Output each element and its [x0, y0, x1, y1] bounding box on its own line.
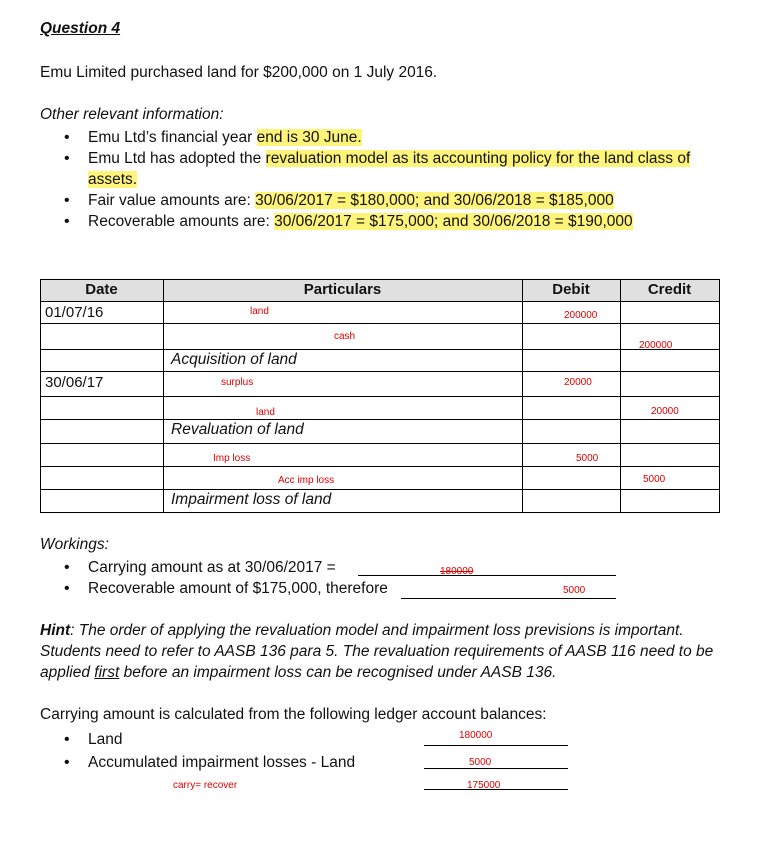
highlighted-text: revaluation model as its accounting policy for the land class of: [265, 150, 691, 167]
bullet-fair-value: [64, 190, 728, 211]
carrying-intro: Carrying amount is calculated from the following ledger account balances:: [40, 706, 547, 723]
hint-line-2: Students need to refer to AASB 136 para 5. The revaluation requirements of AASB 116 need to be: [40, 643, 714, 660]
handwritten-struck-answer: 180000: [440, 566, 474, 577]
header-debit: Debit: [552, 281, 590, 298]
handwritten-account: Imp loss: [213, 453, 251, 464]
handwritten-total: 175000: [467, 780, 501, 791]
hint-text: applied: [40, 664, 95, 681]
bullet-text: Emu Ltd’s financial year: [88, 129, 257, 146]
carrying-item-land: [64, 728, 355, 751]
info-bullet-list: [64, 127, 728, 232]
highlighted-text: end is 30 June.: [256, 129, 362, 146]
highlighted-text: assets.: [88, 171, 138, 188]
narration-acquisition: Acquisition of land: [171, 351, 297, 368]
handwritten-answer: 180000: [459, 730, 493, 741]
handwritten-note: carry= recover: [173, 780, 238, 791]
handwritten-debit: 200000: [564, 310, 598, 321]
carrying-item-text: Land: [88, 731, 123, 748]
handwritten-debit: 5000: [576, 453, 599, 464]
row-date: 30/06/17: [45, 374, 104, 391]
header-date: Date: [85, 281, 118, 298]
highlighted-text: 30/06/2017 = $175,000; and 30/06/2018 = $190,000: [274, 213, 633, 230]
journal-table: [40, 279, 720, 513]
answer-line: [424, 745, 568, 746]
handwritten-account: Acc imp loss: [278, 475, 335, 486]
working-text: Carrying amount as at 30/06/2017 =: [88, 559, 336, 576]
header-particulars: Particulars: [303, 281, 382, 298]
other-info-label: Other relevant information:: [40, 106, 224, 123]
hint-label: Hint: [40, 622, 71, 639]
highlighted-text: 30/06/2017 = $180,000; and 30/06/2018 = $185,000: [255, 192, 614, 209]
intro-text: Emu Limited purchased land for $200,000 on 1 July 2016.: [40, 64, 438, 81]
handwritten-credit: 200000: [639, 340, 673, 351]
question-title: Question 4: [40, 20, 121, 37]
narration-impairment: Impairment loss of land: [171, 491, 332, 508]
handwritten-credit: 20000: [651, 406, 679, 417]
header-credit: Credit: [647, 281, 692, 298]
bullet-revaluation-model: [64, 148, 728, 190]
handwritten-answer: 5000: [469, 757, 492, 768]
bullet-financial-year: [64, 127, 728, 148]
bullet-text: Emu Ltd has adopted the: [88, 150, 266, 167]
bullet-text: Fair value amounts are:: [88, 192, 256, 209]
working-carrying-amount: [64, 557, 388, 578]
narration-revaluation: Revaluation of land: [171, 421, 304, 438]
answer-line: [424, 768, 568, 769]
answer-line: [358, 575, 616, 576]
handwritten-account: land: [250, 306, 269, 317]
bullet-text: Recoverable amounts are:: [88, 213, 275, 230]
working-recoverable-amount: [64, 578, 388, 599]
hint-emphasis: first: [94, 664, 120, 681]
bullet-recoverable: [64, 211, 728, 232]
working-text: Recoverable amount of $175,000, therefore: [88, 580, 388, 597]
workings-label: Workings:: [40, 536, 109, 553]
carrying-item-text: Accumulated impairment losses - Land: [88, 754, 356, 771]
workings-list: [64, 557, 388, 599]
handwritten-answer: 5000: [563, 585, 586, 596]
row-date: 01/07/16: [45, 304, 104, 321]
handwritten-account: surplus: [221, 377, 254, 388]
hint-line-1: [40, 622, 684, 640]
answer-line: [401, 598, 616, 599]
hint-line-3: [40, 664, 556, 682]
handwritten-account: cash: [334, 331, 356, 342]
hint-text: before an impairment loss can be recognised under AASB 136.: [119, 664, 557, 681]
carrying-item-acc-imp: [64, 751, 355, 774]
carrying-list: [64, 728, 355, 774]
handwritten-credit: 5000: [643, 474, 666, 485]
hint-text: : The order of applying the revaluation model and impairment loss previsions is important.: [70, 622, 684, 639]
handwritten-debit: 20000: [564, 377, 592, 388]
handwritten-account: land: [256, 407, 275, 418]
